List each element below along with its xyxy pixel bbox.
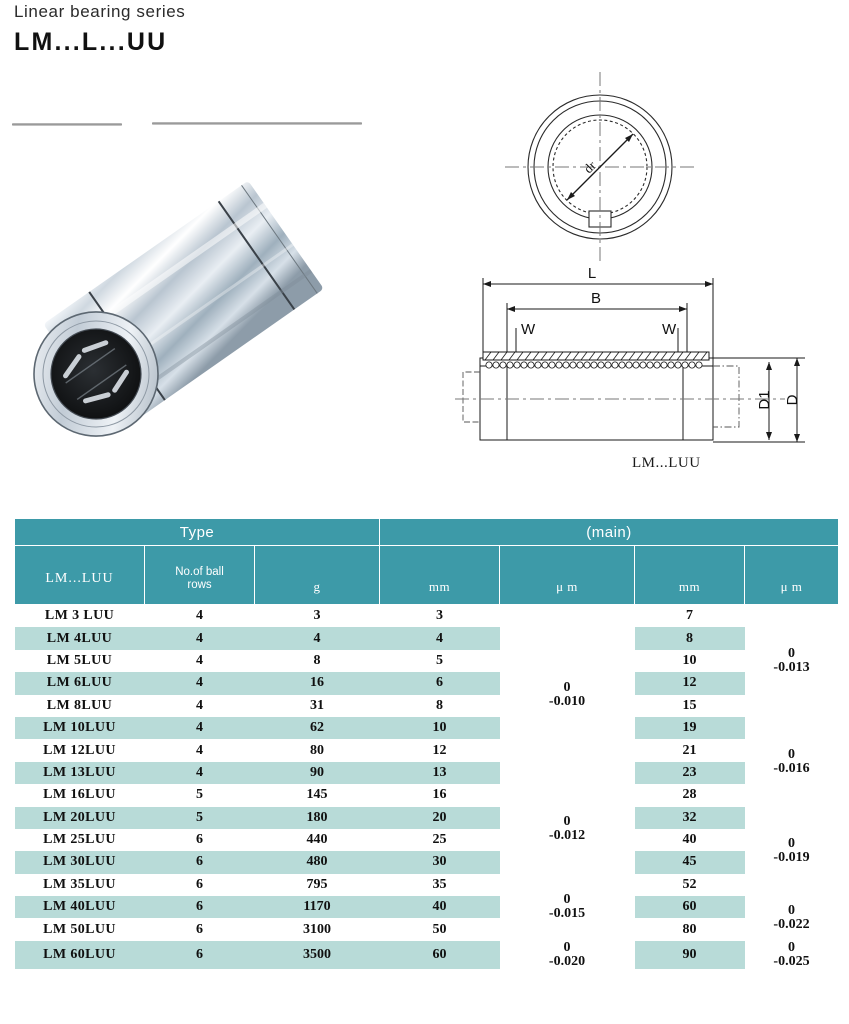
cell-model: LM 10LUU <box>15 717 145 739</box>
cell-ball-rows: 4 <box>196 742 203 758</box>
table-row <box>15 918 839 940</box>
table-row <box>15 784 839 806</box>
column-header-d-um: μ m <box>745 546 839 605</box>
page-title: LM...L...UU <box>14 28 168 56</box>
cell-dr-mm: 12 <box>432 742 447 758</box>
cell-ball-rows: 6 <box>145 851 255 873</box>
table-body <box>15 605 839 969</box>
cell-d-mm: 45 <box>635 851 745 873</box>
cell-ball-rows: 4 <box>196 652 203 668</box>
cell-ball-rows: 4 <box>145 627 255 649</box>
cell-weight: 1170 <box>255 896 380 918</box>
table-row <box>15 896 839 918</box>
cell-weight: 62 <box>255 717 380 739</box>
group-header-type: Type <box>15 519 380 546</box>
cell-weight: 480 <box>255 851 380 873</box>
table-row <box>15 605 839 628</box>
cell-d-tolerance: 0 -0.019 <box>745 807 839 897</box>
cell-dr-mm: 6 <box>380 672 500 694</box>
cell-d-mm: 12 <box>635 672 745 694</box>
cell-d-mm: 10 <box>682 652 697 668</box>
cell-d-mm: 80 <box>682 921 697 937</box>
cell-dr-mm: 4 <box>380 627 500 649</box>
cell-ball-rows: 4 <box>145 672 255 694</box>
table-sub-header-row <box>15 546 839 605</box>
cell-ball-rows: 5 <box>196 787 203 803</box>
cell-d-mm: 40 <box>682 832 697 848</box>
cell-dr-mm: 13 <box>380 762 500 784</box>
cell-model: LM 13LUU <box>15 762 145 784</box>
table-row <box>15 739 839 761</box>
cell-d-mm: 15 <box>682 697 697 713</box>
cell-model: LM 12LUU <box>43 742 116 758</box>
cell-ball-rows: 6 <box>145 941 255 969</box>
cell-dr-mm: 40 <box>380 896 500 918</box>
cell-weight: 80 <box>310 742 324 758</box>
table-row <box>15 807 839 829</box>
cell-model: LM 30LUU <box>15 851 145 873</box>
table-row <box>15 650 839 672</box>
cell-ball-rows: 4 <box>196 608 203 624</box>
cell-dr-mm: 60 <box>380 941 500 969</box>
cell-d-tolerance: 0 -0.022 <box>745 896 839 941</box>
cell-weight: 90 <box>255 762 380 784</box>
table-group-header-row <box>15 519 839 546</box>
cell-d-mm: 52 <box>682 876 697 892</box>
cell-dr-mm: 30 <box>380 851 500 873</box>
cell-ball-rows: 6 <box>145 896 255 918</box>
table-row <box>15 829 839 851</box>
cell-model: LM 3 LUU <box>44 608 115 624</box>
cell-model: LM 60LUU <box>15 941 145 969</box>
cell-d-mm: 21 <box>682 742 697 758</box>
dimension-label-B: B <box>590 290 602 307</box>
cell-model: LM 8LUU <box>46 697 113 713</box>
cell-model: LM 5LUU <box>46 652 113 668</box>
table-row <box>15 627 839 649</box>
cell-dr-tolerance: 0 -0.012 <box>500 784 635 874</box>
cell-dr-mm: 3 <box>436 608 443 624</box>
dimension-label-W-left: W <box>521 321 536 338</box>
cell-model: LM 25LUU <box>43 832 116 848</box>
cell-ball-rows: 5 <box>145 807 255 829</box>
cell-ball-rows: 4 <box>196 697 203 713</box>
cell-dr-mm: 16 <box>432 787 447 803</box>
cell-ball-rows: 6 <box>196 921 203 937</box>
bore-dimension-label: dr <box>580 157 599 177</box>
cell-weight: 8 <box>313 652 321 668</box>
cell-model: LM 16LUU <box>43 787 116 803</box>
cell-dr-mm: 20 <box>380 807 500 829</box>
cell-model: LM 6LUU <box>15 672 145 694</box>
table-row <box>15 695 839 717</box>
end-view-cross-section-drawing <box>505 72 695 262</box>
table-row <box>15 762 839 784</box>
cell-d-mm: 23 <box>635 762 745 784</box>
side-view-dimension-drawing <box>455 262 845 477</box>
cell-model: LM 20LUU <box>15 807 145 829</box>
cell-d-mm: 32 <box>635 807 745 829</box>
table-row <box>15 941 839 969</box>
cell-dr-mm: 5 <box>436 652 443 668</box>
cell-weight: 795 <box>306 876 328 892</box>
cell-weight: 180 <box>255 807 380 829</box>
cell-model: LM 35LUU <box>43 876 116 892</box>
series-label: Linear bearing series <box>14 2 186 21</box>
dimension-label-L: L <box>587 265 597 282</box>
cell-weight: 16 <box>255 672 380 694</box>
cell-dr-tolerance: 0 -0.010 <box>500 605 635 785</box>
cell-dr-mm: 10 <box>380 717 500 739</box>
cell-d-tolerance: 0 -0.016 <box>745 717 839 807</box>
product-photo-linear-bearing <box>18 178 353 443</box>
cell-weight: 440 <box>306 832 328 848</box>
specification-table <box>14 518 839 969</box>
drawing-caption: LM...LUU <box>632 455 701 471</box>
cell-model: LM 50LUU <box>43 921 116 937</box>
cell-d-tolerance: 0 -0.013 <box>745 605 839 717</box>
cell-d-tolerance: 0 -0.025 <box>745 941 839 969</box>
cell-dr-mm: 50 <box>432 921 447 937</box>
cell-model: LM 40LUU <box>15 896 145 918</box>
divider-rule-right <box>152 122 362 125</box>
cell-ball-rows: 6 <box>196 832 203 848</box>
cell-d-mm: 8 <box>635 627 745 649</box>
cell-ball-rows: 6 <box>196 876 203 892</box>
cell-d-mm: 90 <box>635 941 745 969</box>
cell-dr-mm: 35 <box>432 876 447 892</box>
group-header-main: (main) <box>380 519 839 546</box>
dimension-label-D: D <box>784 394 801 406</box>
cell-model: LM 4LUU <box>15 627 145 649</box>
cell-ball-rows: 4 <box>145 762 255 784</box>
cell-d-mm: 19 <box>635 717 745 739</box>
table-row <box>15 672 839 694</box>
dimension-label-D1: D1 <box>756 390 773 410</box>
cell-weight: 3100 <box>303 921 331 937</box>
cell-weight: 31 <box>310 697 324 713</box>
cell-d-mm: 7 <box>686 608 693 624</box>
cell-weight: 3500 <box>255 941 380 969</box>
cell-d-mm: 28 <box>682 787 697 803</box>
cell-ball-rows: 4 <box>145 717 255 739</box>
cell-weight: 4 <box>255 627 380 649</box>
table-row <box>15 851 839 873</box>
column-header-model: LM...LUU <box>15 546 145 605</box>
table-row <box>15 874 839 896</box>
divider-rule-left <box>12 123 122 126</box>
cell-weight: 145 <box>306 787 328 803</box>
column-header-d-mm: mm <box>635 546 745 605</box>
table-row <box>15 717 839 739</box>
cell-dr-mm: 25 <box>432 832 447 848</box>
column-header-weight: g <box>255 546 380 605</box>
cell-dr-tolerance: 0 -0.015 <box>500 874 635 941</box>
column-header-ball-rows: No.of ball rows <box>145 546 255 605</box>
cell-weight: 3 <box>313 608 321 624</box>
cell-dr-mm: 8 <box>436 697 443 713</box>
dimension-label-W-right: W <box>662 321 677 338</box>
column-header-dr-mm: mm <box>380 546 500 605</box>
cell-dr-tolerance: 0 -0.020 <box>500 941 635 969</box>
column-header-dr-um: μ m <box>500 546 635 605</box>
cell-d-mm: 60 <box>635 896 745 918</box>
